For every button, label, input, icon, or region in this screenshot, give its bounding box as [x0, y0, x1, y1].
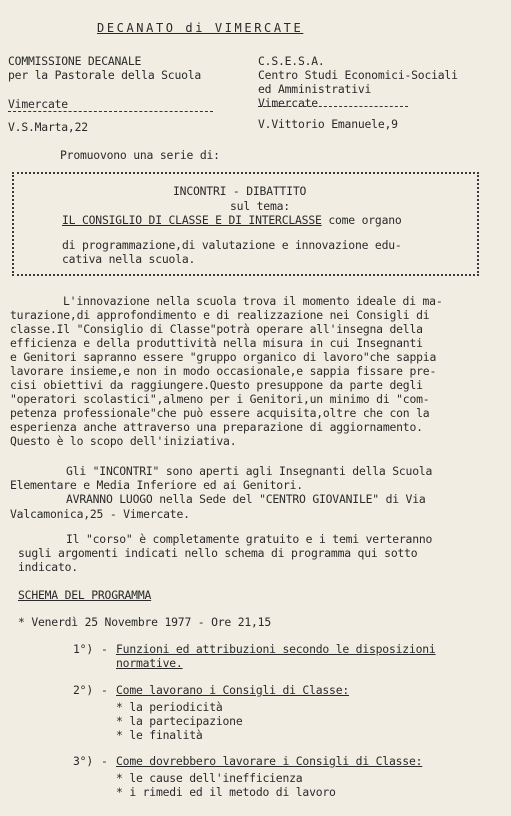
left-city: Vimercate	[8, 97, 68, 111]
right-address: V.Vittorio Emanuele,9	[258, 117, 398, 131]
item-title: Funzioni ed attribuzioni secondo le disposizioni	[116, 642, 436, 656]
body-line: petenza professionale"che può essere acquisita,oltre che con la	[10, 406, 430, 420]
box-theme-line-1-rest: come organo	[321, 213, 402, 227]
body-line: AVRANNO LUOGO nella Sede del "CENTRO GIOVANILE" di Via	[66, 492, 426, 506]
box-theme-title: IL CONSIGLIO DI CLASSE E DI INTERCLASSE	[62, 213, 322, 227]
page-title: DECANATO di VIMERCATE	[97, 21, 304, 35]
body-line: turazione,di approfondimento e di realizzazione nei Consigli di	[10, 308, 430, 322]
right-org-line-1: C.S.E.S.A.	[258, 54, 325, 68]
body-line: classe.Il "Consiglio di Classe"potrà operare all'insegna della	[10, 322, 423, 336]
item-bullet: * le finalità	[116, 728, 203, 742]
item-number: 2°)	[73, 683, 93, 697]
left-address: V.S.Marta,22	[8, 120, 88, 134]
item-dash: -	[101, 642, 108, 656]
item-bullet: * i rimedi ed il metodo di lavoro	[116, 785, 336, 799]
schema-title: SCHEMA DEL PROGRAMMA	[18, 588, 152, 602]
right-city: Vimercate	[258, 96, 318, 110]
box-theme-line-3: cativa nella scuola.	[62, 252, 196, 266]
left-org-line-2: per la Pastorale della Scuola	[8, 68, 202, 82]
body-line: Questo è lo scopo dell'iniziativa.	[10, 434, 237, 448]
box-heading: INCONTRI - DIBATTITO	[173, 184, 307, 198]
box-theme-line-1	[62, 213, 402, 227]
item-bullet: * la partecipazione	[116, 714, 243, 728]
body-line: esperienza anche attraverso una preparazione di aggiornamento.	[10, 420, 423, 434]
schedule-date: * Venerdì 25 Novembre 1977 - Ore 21,15	[18, 615, 271, 629]
item-title: Come lavorano i Consigli di Classe:	[116, 683, 350, 697]
item-bullet: * le cause dell'inefficienza	[116, 771, 303, 785]
box-subheading: sul tema:	[230, 199, 290, 213]
body-line: cisi obiettivi da raggiungere.Questo presuppone da parte degli	[10, 378, 423, 392]
body-line: e Genitori sapranno essere "gruppo organico di lavoro"che sappia	[10, 350, 437, 364]
body-line: indicato.	[18, 560, 78, 574]
item-title: Come dovrebbero lavorare i Consigli di Classe:	[116, 754, 423, 768]
body-line: Valcamonica,25 - Vimercate.	[10, 507, 190, 521]
intro-text: Promuovono una serie di:	[60, 148, 220, 162]
left-org-line-1: COMMISSIONE DECANALE	[8, 54, 142, 68]
box-theme-line-2: di programmazione,di valutazione e innovazione edu-	[62, 238, 402, 252]
right-divider	[258, 106, 408, 107]
item-dash: -	[101, 754, 108, 768]
body-line: efficienza e della produttività nella misura in cui Insegnanti	[10, 336, 423, 350]
body-line: Elementare e Media Inferiore ed ai Genitori.	[10, 478, 303, 492]
item-bullet: * la periodicità	[116, 700, 223, 714]
body-line: L'innovazione nella scuola trova il momento ideale di ma-	[63, 294, 443, 308]
right-org-line-2: Centro Studi Economici-Sociali	[258, 68, 458, 82]
body-line: sugli argomenti indicati nello schema di programma qui sotto	[18, 546, 418, 560]
item-title-continued: normative.	[116, 656, 183, 670]
body-line: Il "corso" è completamente gratuito e i temi verteranno	[66, 532, 433, 546]
item-dash: -	[101, 683, 108, 697]
item-number: 3°)	[73, 754, 93, 768]
body-line: lavorare insieme,e non in modo occasionale,e sappia fissare pre-	[10, 364, 437, 378]
left-divider	[8, 111, 213, 112]
item-number: 1°)	[73, 642, 93, 656]
body-line: "operatori scolastici",almeno per i Genitori,un minimo di "com-	[10, 392, 430, 406]
right-org-line-3: ed Amministrativi	[258, 82, 372, 96]
body-line: Gli "INCONTRI" sono aperti agli Insegnanti della Scuola	[66, 464, 433, 478]
